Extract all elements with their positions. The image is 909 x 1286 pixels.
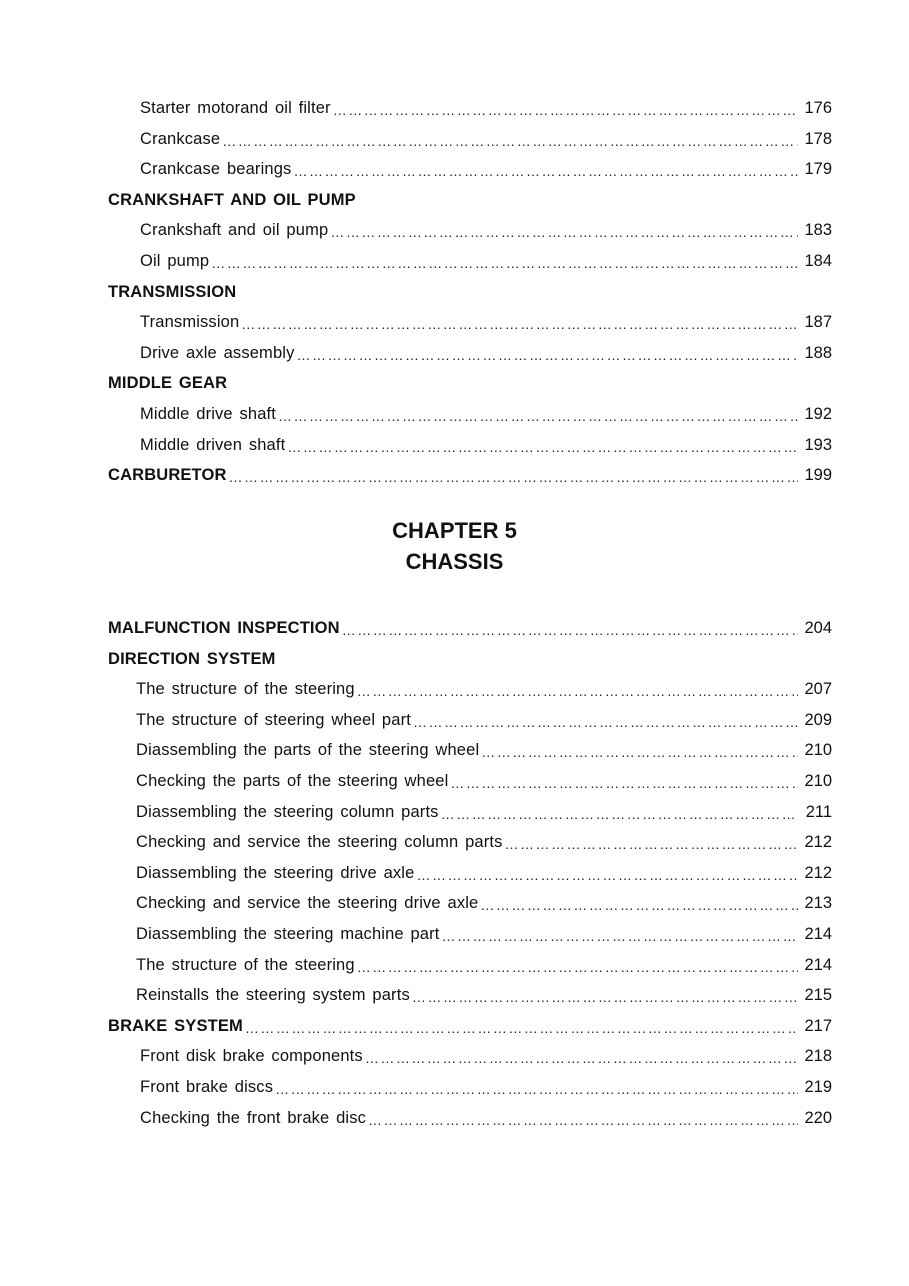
entry-title: Checking and service the steering drive axle: [136, 894, 479, 913]
dot-leader: [211, 255, 798, 271]
dot-leader: [365, 1050, 798, 1066]
page-number: 209: [804, 710, 832, 729]
toc-entry: [136, 669, 832, 699]
page-number: 176: [804, 99, 832, 117]
entry-title: The structure of the steering: [136, 955, 355, 974]
section-heading-label: TRANSMISSION: [108, 282, 237, 301]
dot-leader: [278, 408, 798, 424]
page-number: 184: [804, 252, 832, 270]
toc-section-heading: [108, 639, 276, 669]
entry-title: Oil pump: [140, 252, 210, 270]
toc-entry: [140, 241, 832, 271]
entry-title: Diassembling the steering drive axle: [136, 863, 415, 882]
dot-leader: [287, 439, 798, 455]
page-number: 178: [804, 129, 832, 148]
entry-title: Transmission: [140, 313, 240, 332]
entry-title: Front disk brake components: [140, 1047, 363, 1066]
page-number: 220: [804, 1108, 832, 1127]
toc-section-heading: [108, 363, 227, 393]
toc-section-heading: [108, 180, 356, 210]
toc-entry: [136, 914, 832, 944]
chapter-heading: [0, 515, 909, 577]
page-number: 218: [804, 1047, 832, 1066]
toc-entry: [140, 1098, 832, 1128]
dot-leader: [480, 897, 798, 913]
page-number: 187: [804, 313, 832, 332]
toc-entry: [140, 119, 832, 149]
toc-entry: [136, 945, 832, 975]
toc-entry: [140, 425, 832, 455]
toc-entry: [136, 883, 832, 913]
dot-leader: [481, 744, 798, 760]
dot-leader: [368, 1112, 798, 1128]
page-number: 210: [804, 772, 832, 790]
page-number: 214: [804, 955, 832, 974]
dot-leader: [416, 867, 798, 883]
page-number: 219: [804, 1078, 832, 1096]
entry-title: Checking and service the steering column parts: [136, 833, 503, 852]
chapter-number: CHAPTER 5: [392, 518, 517, 543]
dot-leader: [330, 224, 798, 240]
dot-leader: [333, 102, 798, 118]
toc-section-heading: [108, 272, 236, 302]
dot-leader: [342, 622, 798, 638]
entry-title: BRAKE SYSTEM: [108, 1016, 243, 1035]
dot-leader: [241, 316, 798, 332]
entry-title: Middle drive shaft: [140, 405, 277, 423]
dot-leader: [245, 1020, 798, 1036]
entry-title: The structure of steering wheel part: [136, 710, 411, 729]
page-number: 192: [804, 405, 832, 423]
dot-leader: [505, 836, 799, 852]
section-heading-label: MIDDLE GEAR: [108, 374, 228, 393]
entry-title: Diassembling the parts of the steering wheel: [136, 741, 480, 760]
entry-title: Checking the front brake disc: [140, 1108, 367, 1127]
page-number: 214: [804, 925, 832, 943]
page-number: 199: [804, 466, 832, 485]
dot-leader: [296, 347, 798, 363]
toc-entry: [136, 853, 832, 883]
dot-leader: [450, 775, 798, 791]
toc-entry: [140, 1067, 832, 1097]
page-number: 210: [804, 741, 832, 760]
entry-title: Front brake discs: [140, 1078, 274, 1096]
toc-entry: [140, 394, 832, 424]
toc-entry: [140, 1036, 832, 1066]
page-number: 204: [804, 619, 832, 637]
toc-entry: [140, 302, 832, 332]
dot-leader: [229, 469, 798, 485]
entry-title: The structure of the steering: [136, 680, 355, 699]
dot-leader: [442, 928, 798, 944]
toc-entry: [140, 88, 832, 118]
entry-title: Crankcase bearings: [140, 160, 292, 179]
entry-title: Drive axle assembly: [140, 343, 295, 362]
entry-title: Diassembling the steering machine part: [136, 925, 440, 943]
page-number: 211: [805, 802, 832, 821]
dot-leader: [222, 133, 798, 149]
toc-entry: [136, 730, 832, 760]
toc-main-entry: [108, 1006, 832, 1036]
toc-main-entry: [108, 608, 832, 638]
toc-entry: [136, 792, 832, 822]
toc-entry: [136, 975, 832, 1005]
page-number: 183: [804, 221, 832, 240]
section-heading-label: DIRECTION SYSTEM: [108, 649, 276, 668]
entry-title: Reinstalls the steering system parts: [136, 986, 410, 1005]
page-number: 212: [804, 833, 832, 852]
entry-title: Diassembling the steering column parts: [136, 802, 439, 821]
toc-entry: [136, 761, 832, 791]
page-number: 213: [804, 894, 832, 913]
entry-title: Crankshaft and oil pump: [140, 221, 329, 240]
entry-title: Middle driven shaft: [140, 435, 286, 454]
dot-leader: [357, 959, 798, 975]
section-heading-label: CRANKSHAFT AND OIL PUMP: [108, 190, 356, 209]
page-number: 188: [804, 343, 832, 362]
page-number: 193: [804, 435, 832, 454]
page-number: 207: [804, 680, 832, 699]
toc-main-entry: [108, 455, 832, 485]
dot-leader: [441, 806, 798, 822]
toc-entry: [136, 700, 832, 730]
dot-leader: [412, 989, 798, 1005]
toc-entry: [140, 149, 832, 179]
entry-title: Checking the parts of the steering wheel: [136, 772, 449, 790]
page-number: 212: [804, 863, 832, 882]
toc-entry: [140, 333, 832, 363]
dot-leader: [293, 163, 798, 179]
chapter-title: CHASSIS: [405, 549, 504, 574]
entry-title: Starter motorand oil filter: [140, 99, 331, 117]
dot-leader: [413, 714, 798, 730]
page-number: 179: [804, 160, 832, 179]
entry-title: Crankcase: [140, 129, 221, 148]
toc-entry: [140, 210, 832, 240]
entry-title: CARBURETOR: [108, 466, 227, 485]
page-number: 217: [804, 1016, 832, 1035]
entry-title: MALFUNCTION INSPECTION: [108, 619, 340, 637]
dot-leader: [357, 683, 798, 699]
page-number: 215: [804, 986, 832, 1005]
toc-entry: [136, 822, 832, 852]
dot-leader: [275, 1081, 798, 1097]
